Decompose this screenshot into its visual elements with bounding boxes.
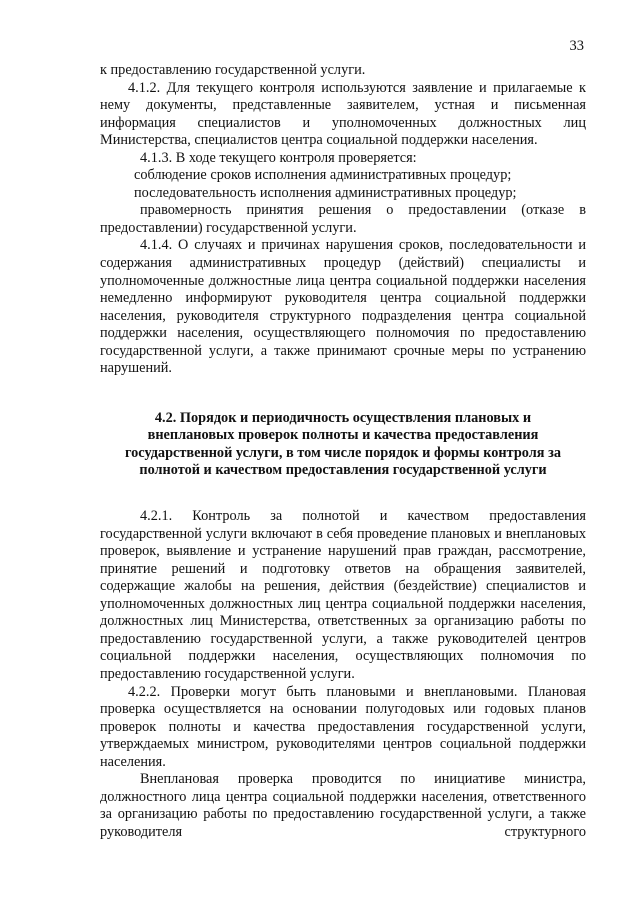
paragraph-4-1-3: 4.1.3. В ходе текущего контроля проверяется: (140, 149, 417, 166)
paragraph-4-2-2: 4.2.2. Проверки могут быть плановыми и внеплановыми. Плановая проверка осуществляется на основании полугодовых или годовых планов проверок полноты и качества предоставления государственной услуги, утверждаемых министром, руководителями центров социальной поддержки населения. (100, 683, 586, 770)
paragraph-unscheduled-check: Внеплановая проверка проводится по инициативе министра, должностного лица центра социальной поддержки населения, ответственного за организацию работы по предоставлению государственной услуги, а также руководителя структурного (100, 771, 586, 840)
list-item: правомерность принятия решения о предоставлении (отказе в предоставлении) государственной услуги. (100, 202, 586, 236)
paragraph-4-1-2: 4.1.2. Для текущего контроля используются заявление и прилагаемые к нему документы, представленные заявителем, устная и письменная информация специалистов и уполномоченных должностных лиц Министерства, специалистов центра социальной поддержки населения. (100, 79, 586, 149)
document-body (100, 62, 586, 841)
list-item: последовательность исполнения административных процедур; (134, 184, 517, 201)
section-heading: 4.2. Порядок и периодичность осуществления плановых и внеплановых проверок полноты и качества предоставления государственной услуги, в том числе порядок и формы контроля за полнотой и качеством предоставления государственной услуги (125, 409, 561, 479)
list-item: соблюдение сроков исполнения административных процедур; (134, 167, 512, 184)
paragraph-4-2-1: 4.2.1. Контроль за полнотой и качеством предоставления государственной услуги включают в себя проведение плановых и внеплановых проверок, выявление и устранение нарушений прав граждан, рассмотрение, принятие решений и подготовку ответов на обращения заявителей, содержащие жалобы на решения, действия (бездействие) специалистов и уполномоченных должностных лиц центра социальной поддержки населения, должностных лиц Министерства, ответственных за организацию работы по предоставлению государственной услуги, а также руководителей центров социальной поддержки населения, осуществляющих полномочия по предоставлению государственной услуги. (100, 508, 586, 682)
paragraph: к предоставлению государственной услуги. (100, 62, 366, 78)
paragraph-4-1-4: 4.1.4. О случаях и причинах нарушения сроков, последовательности и содержания административных процедур (действий) специалисты и уполномоченные должностные лица центра социальной поддержки населения немедленно информируют руководителя центра социальной поддержки населения, руководителя структурного подразделения центра социальной поддержки населения, осуществляющего полномочия по предоставлению государственной услуги, а также принимают срочные меры по устранению нарушений. (100, 237, 586, 377)
page-number: 33 (569, 38, 584, 54)
